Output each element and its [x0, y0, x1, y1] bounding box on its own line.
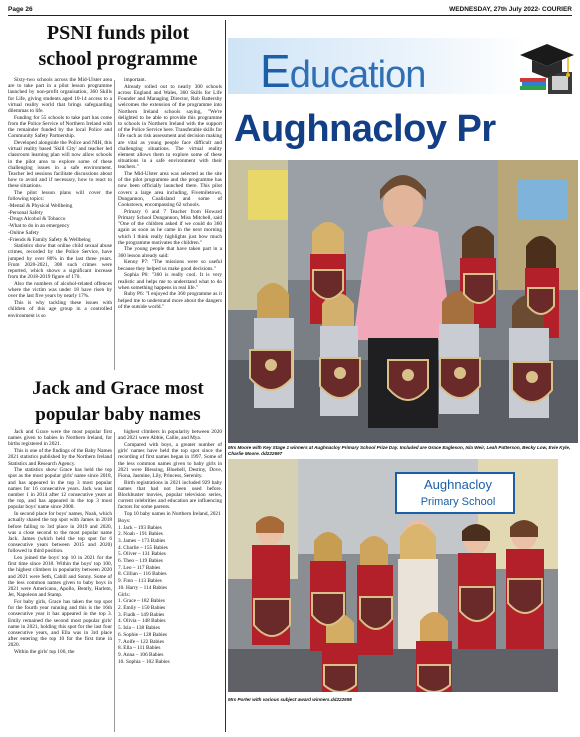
girls-heading: Girls: [118, 591, 131, 598]
list-item: 6. Sophie – 128 Babies [118, 631, 167, 638]
paragraph: Primary 6 and 7 Teacher from Howard Primary School Dungannon, Miss Mitchell, said "One of the children asked if we could do 360 again as soon as he came in the next morning which I think really highlights just how much the programme motivates the children." [118, 208, 222, 246]
list-item: 1. Grace – 182 Babies [118, 598, 165, 605]
paragraph: Compared with boys, a greater number of girls' names have held the top spot since the recording of first names began in 1997. Some of the less common names given to baby girls in 2021 were Blessing, Bluebell, Destiny, Dove, Fiona, Jasmine, Lily, Princess, Serenity. [118, 441, 222, 479]
list-item: 2. Noah - 191 Babies [118, 531, 163, 538]
paragraph: Leo joined the boys' top 10 in 2021 for the first time since 2018. Within the boys' top 100, the highest climbers in popularity between 2020 and 2021 were Seth, Cahill and Sonny. Some of the less common names given to baby boys in 2021 were Americano, Apollo, Bently, Harlem, Jet, Napoleon and Stamp. [8, 555, 112, 599]
paragraph: -What to do in an emergency [8, 223, 70, 230]
list-item: 7. Aoife – 122 Babies [118, 638, 165, 645]
paragraph: Jack and Grace were the most popular first names given to babies in Northern Ireland, for births registered in 2021. [8, 429, 112, 448]
article2-headline: Jack and Grace most popular baby names [32, 378, 204, 425]
paragraph: The statistics show Grace has held the top spot as the most popular girls' name since 2018, and has appeared in the top 3 most popular names for 16 consecutive years. Jack was last number 1 in 2014 after 12 consecutive years at the top, and has appeared in the top 3 most popular boys' name since 2000. [8, 467, 112, 511]
paragraph: Top 10 baby names in Northern Ireland, 2021 [124, 511, 221, 518]
paragraph: Sophia P6: "360 is really cool. It is very realistic and helps me to understand what to do when something happens in real life." [118, 272, 222, 291]
award-winners-photo [228, 459, 558, 692]
paragraph: Funding for 55 schools to take part has come from the Police Service of Northern Ireland with the remainder funded by the local Police and Community Safety Partnership. [8, 114, 112, 140]
paragraph: -Online Safety [8, 229, 40, 236]
column-divider [114, 432, 115, 732]
list-item: 3. Fiadh – 149 Babies [118, 611, 165, 618]
paragraph: In second place for boys' names, Noah, which actually shared the top spot with James in 2018 before falling to 3rd place in 2019 and 2020, was a close second to the most popular name Jack. James (which held the top spot for 6 consecutive years between 2015 and 2020) followed in third position. [8, 511, 112, 555]
list-item: 5. Oliver – 131 Babies [118, 551, 166, 558]
paragraph: -Personal Safety [8, 209, 43, 216]
school-sign-line1: Aughnacloy [424, 477, 492, 492]
paragraph: The pilot lesson plans will cover the following topics: [8, 190, 112, 203]
graduation-cap-icon [518, 38, 576, 98]
article2-column-1 [8, 429, 112, 733]
column-divider [114, 80, 115, 370]
education-banner [228, 38, 580, 158]
list-item: 5. Isla – 138 Babies [118, 625, 160, 632]
photo2-caption: Mrs Porter with various subject award winners.dd222698 [228, 697, 352, 702]
boys-heading: Boys: [118, 517, 131, 524]
article2-column-2 [118, 429, 222, 733]
paragraph: highest climbers in popularity between 2020 and 2021 were Abbie, Callie, and Mya. [118, 429, 222, 442]
photo1-caption: Mrs Moore with Key Stage 1 winners at Aughnacloy Primary School Prize Day. Included are Grace Eagleson, Isla Weir, Leah Patterson, Becky Low, Evie Kyle, Charlie Moore. dd222697 [228, 445, 571, 456]
list-item: 4. Charlie – 155 Babies [118, 544, 168, 551]
section-divider [225, 20, 226, 732]
list-item: 2. Emily – 150 Babies [118, 604, 166, 611]
boys-names-list [118, 525, 222, 592]
page-number: Page 26 [8, 6, 33, 13]
paragraph: -Friends & Family Safety & Wellbeing [8, 236, 91, 243]
header-rule [8, 15, 572, 16]
issue-date: WEDNESDAY, 27th July 2022- COURIER [449, 6, 572, 13]
paragraph: Developed alongside the Police and NIH, this virtual reality based 'Skill City' and teacher led classroom learning plan will now allow schools in the pilot area to explore some of these challenging issues in a safe environment. Teacher led sessions facilitate discussions about how to avoid and if necessary, how to react to these situations. [8, 140, 112, 190]
list-item: 9. Anna – 106 Babies [118, 651, 164, 658]
paragraph: Birth registrations in 2021 included 929 baby names that had not been used before. Blockbuster movies, popular television series, current celebrities and education are influencing factors for some parents. [118, 479, 222, 511]
paragraph: Kenny P7: "The missions were so useful because they helped us make good decisions." [118, 259, 222, 272]
list-item: 10. Harry – 114 Babies [118, 584, 168, 591]
list-item: 4. Olivia – 148 Babies [118, 618, 166, 625]
paragraph: The young people that have taken part in a 360 lesson already said: [118, 246, 222, 259]
list-item: 8. Ella – 111 Babies [118, 645, 161, 652]
prize-day-photo [228, 160, 578, 443]
paragraph: Also the numbers of alcohol-related offences where the victim was under 18 have risen by over the last five years by nearly 17%. [8, 281, 112, 300]
education-wordmark: Education [260, 45, 426, 97]
list-item: 7. Leo – 117 Babies [118, 564, 161, 571]
list-item: 10. Sophia – 102 Babies [118, 658, 170, 665]
paragraph: Already rolled out to nearly 300 schools across England and Wales, 360 Skills for Life Founder and Managing Director, Rob Battersby welcomes the extension of the programme into Northern Ireland schools saying, "We're delighted to be able to provide this programme to schools in Northern Ireland with the support of the Police Service here. Transferable skills for life such as risk assessment and decision making are vital as young people face difficult and challenging situations. The virtual reality element allows them to explore some of these situations in a safe environment with their teachers." [118, 83, 222, 171]
list-item: 8. Cillian – 116 Babies [118, 571, 167, 578]
list-item: 1. Jack – 193 Babies [118, 524, 162, 531]
school-title: Aughnacloy Pr [234, 108, 496, 150]
list-item: 6. Theo – 119 Babies [118, 558, 163, 565]
paragraph: -Mental & Physical Wellbeing [8, 203, 73, 210]
paragraph: This is why tackling these issues with children of this age group in a controlled environment is so [8, 300, 112, 319]
list-item: 3. James – 173 Babies [118, 537, 166, 544]
paragraph: This is one of the findings of the Baby Names 2021 statistics published by the Northern Ireland Statistics and Research Agency. [8, 448, 112, 467]
paragraph: important. [124, 77, 146, 83]
girls-names-list [118, 598, 222, 665]
article1-headline: PSNI funds pilot school programme [38, 22, 198, 70]
paragraph: Within the girls' top 100, the [14, 649, 75, 656]
list-item: 9. Finn – 113 Babies [118, 578, 162, 585]
article1-column-1 [8, 77, 112, 367]
paragraph: For baby girls, Grace has taken the top spot for the fourth year running and this is the 16th consecutive year it has appeared in the top 3. Emily remained the second most popular girls' name in 2021, holding this spot for the last four consecutive years, and Ella was in 3rd place after entering the top 10 for the first time in 2020. [8, 598, 112, 649]
school-sign-line2: Primary School [420, 496, 496, 508]
paragraph: -Drugs Alcohol & Tobacco [8, 216, 66, 223]
paragraph: Ruby P6: "I enjoyed the 360 programme as it helped me to understand more about the dangers of the outside world." [118, 291, 222, 310]
paragraph: Sixty-two schools across the Mid-Ulster area are to take part in a pilot lesson programme launched by non-profit organisation, 360 Skills for Life, giving students aged 10-14 access to a virtual reality world that brings safeguarding dilemmas to life. [8, 77, 112, 115]
paragraph: The Mid-Ulster area was selected as the site of the pilot programme and the programme has now been officially launched there. This pilot covers a large area including, Fivemiletown, Dungannon, Coalisland and some of Cookstown, encompassing 62 schools. [118, 171, 222, 209]
article1-column-2 [118, 77, 222, 367]
paragraph: Statistics show that online child sexual abuse crimes, recorded by the Police Service, have jumped by over 80% in the last three years. From 2020-2021, 308 such crimes were reported, which shows a significant increase from the 2018-2019 figure of 170. [8, 243, 112, 281]
